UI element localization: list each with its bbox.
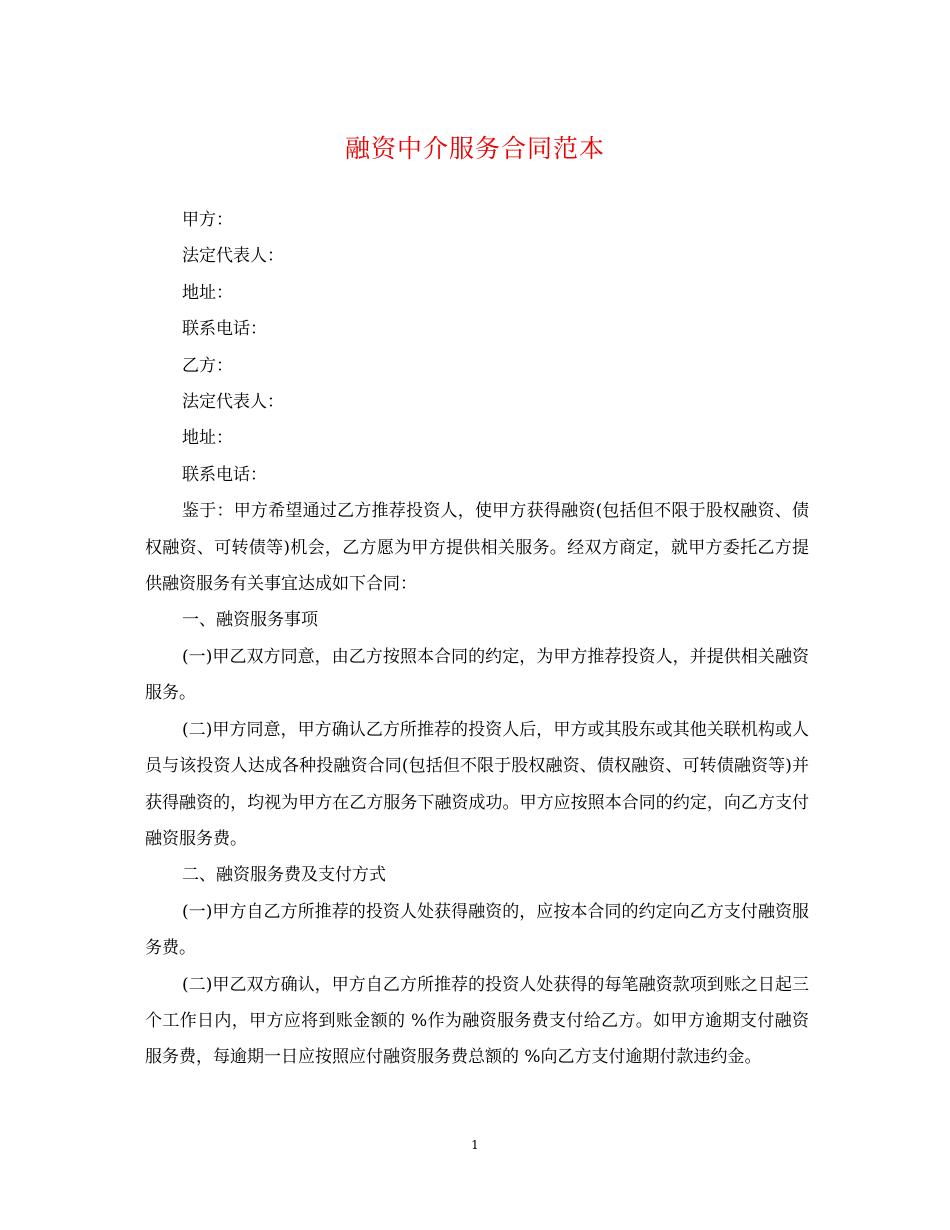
party-b-representative: 法定代表人： bbox=[182, 392, 284, 413]
clause-1-1: (一)甲乙双方同意，由乙方按照本合同的约定，为甲方推荐投资人，并提供相关融资服务。 bbox=[145, 646, 809, 704]
party-a-label: 甲方： bbox=[182, 210, 233, 230]
section-heading-1: 一、融资服务事项 bbox=[182, 610, 318, 631]
document-title: 融资中介服务合同范本 bbox=[344, 134, 605, 163]
clause-1-2: (二)甲方同意，甲方确认乙方所推荐的投资人后，甲方或其股东或其他关联机构或人员与该投资人达成各种投融资合同(包括但不限于股权融资、债权融资、可转债融资等)并获得融资的，均视为甲方在乙方服务下融资成功。甲方应按照本合同的约定，向乙方支付融资服务费。 bbox=[145, 719, 809, 849]
preamble-paragraph: 鉴于：甲方希望通过乙方推荐投资人，使甲方获得融资(包括但不限于股权融资、债权融资、可转债等)机会，乙方愿为甲方提供相关服务。经双方商定，就甲方委托乙方提供融资服务有关事宜达成如下合同： bbox=[145, 501, 809, 595]
party-b-label: 乙方： bbox=[182, 355, 233, 376]
page-number: 1 bbox=[471, 1138, 479, 1152]
party-a-phone: 联系电话： bbox=[182, 319, 267, 340]
party-b-phone: 联系电话： bbox=[182, 464, 267, 485]
party-a-representative: 法定代表人： bbox=[182, 246, 284, 267]
clause-2-1: (一)甲方自乙方所推荐的投资人处获得融资的，应按本合同的约定向乙方支付融资服务费。 bbox=[145, 901, 809, 959]
party-b-address: 地址： bbox=[182, 428, 233, 449]
section-heading-2: 二、融资服务费及支付方式 bbox=[182, 865, 386, 886]
party-a-address: 地址： bbox=[182, 282, 233, 303]
document-body bbox=[145, 202, 809, 1076]
clause-2-2: (二)甲乙双方确认，甲方自乙方所推荐的投资人处获得的每笔融资款项到账之日起三个工作日内，甲方应将到账金额的 %作为融资服务费支付给乙方。如甲方逾期支付融资服务费，每逾期一日应按照应付融资服务费总额的 %向乙方支付逾期付款违约金。 bbox=[145, 974, 809, 1068]
